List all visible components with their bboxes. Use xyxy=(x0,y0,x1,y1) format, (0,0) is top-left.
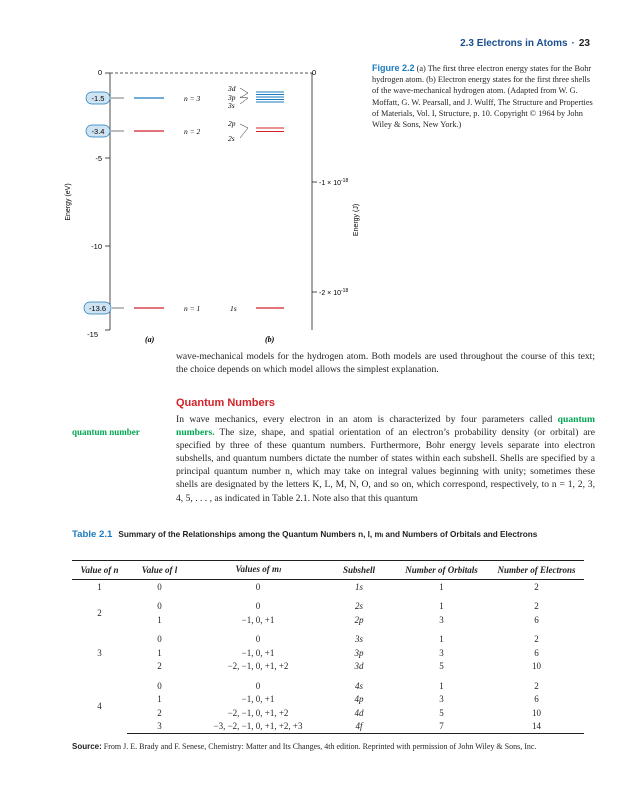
header-separator: · xyxy=(571,38,575,49)
cell-subshell: 4f xyxy=(324,720,394,734)
table-row xyxy=(72,706,584,720)
level-label-minus1.5: -1.5 xyxy=(91,94,105,103)
cell-value-l: 2 xyxy=(157,707,162,718)
cell-subshell: 3p xyxy=(354,647,364,658)
left-axis-label: Energy (eV) xyxy=(65,183,72,221)
header-values-ml: Values of mₗ xyxy=(192,561,324,580)
table-row xyxy=(72,613,584,627)
page-number: 23 xyxy=(578,38,590,49)
cell-number-electrons: 6 xyxy=(534,694,539,705)
cell-value-l: 1 xyxy=(157,647,162,658)
cell-number-electrons: 2 xyxy=(534,601,539,612)
subshell-label-1s: 1s xyxy=(230,304,237,313)
left-tick-label-minus10: -10 xyxy=(91,242,102,251)
cell-number-electrons: 2 xyxy=(534,680,539,691)
table-title xyxy=(72,529,568,540)
connector-3d xyxy=(240,88,248,98)
level-label-minus3.4: -3.4 xyxy=(91,127,105,136)
cell-value-l: 1 xyxy=(157,614,162,625)
cell-subshell: 4s xyxy=(354,680,363,691)
cell-subshell: 2s xyxy=(354,601,363,612)
right-tick-2-exp: -18 xyxy=(341,288,349,294)
section-heading: Quantum Numbers xyxy=(176,397,276,409)
table-number: Table 2.1 xyxy=(72,529,113,540)
cell-value-l: 0 xyxy=(157,601,162,612)
cell-value-l: 1 xyxy=(157,694,162,705)
n-label-1: n = 1 xyxy=(184,304,201,313)
cell-number-electrons: 6 xyxy=(534,647,539,658)
table-row xyxy=(72,693,584,707)
right-axis-label: Energy (J) xyxy=(353,203,360,237)
cell-subshell: 3s xyxy=(354,634,363,645)
cell-value-l: 0 xyxy=(157,634,162,645)
header-value-n: Value of n xyxy=(72,561,127,580)
cell-number-orbitals: 3 xyxy=(439,694,444,705)
figure-caption-text: (a) The first three electron energy states for the Bohr hydrogen atom. (b) Electron energy states for the first three shells of the wave-mechanical hydrogen atom. (Adapted from W. G. Moffatt, G. W. Pearsall, and J. Wulff, The Structure and Properties of Materials, Vol. I, Structure, p. 10. Copyright © 1964 by John Wiley & Sons, New York.) xyxy=(372,64,593,130)
header-number-orbitals: Number of Orbitals xyxy=(394,561,489,580)
cell-values-ml: −2, −1, 0, +1, +2 xyxy=(227,707,289,718)
right-tick-label-0: 0 xyxy=(312,68,317,77)
header-subshell: Subshell xyxy=(324,561,394,580)
figure-caption xyxy=(372,63,594,130)
cell-value-n: 4 xyxy=(97,701,102,712)
connector-3p-3s xyxy=(240,97,248,104)
table-row xyxy=(72,679,584,693)
left-tick-label-0: 0 xyxy=(97,68,102,77)
cell-value-l: 0 xyxy=(157,680,162,691)
table-row xyxy=(72,660,584,674)
cell-number-electrons: 6 xyxy=(534,614,539,625)
cell-number-electrons: 2 xyxy=(534,581,539,592)
cell-number-electrons: 2 xyxy=(534,634,539,645)
table-body xyxy=(72,580,584,734)
table-row xyxy=(72,633,584,647)
cell-value-n: 1 xyxy=(97,581,102,592)
cell-values-ml: −2, −1, 0, +1, +2 xyxy=(227,661,289,672)
cell-number-orbitals: 1 xyxy=(439,581,444,592)
cell-values-ml: −1, 0, +1 xyxy=(241,614,275,625)
cell-subshell: 1s xyxy=(354,581,363,592)
subshell-label-3d: 3d xyxy=(228,84,236,93)
subshell-label-2p: 2p xyxy=(228,119,236,128)
section-title: 2.3 Electrons in Atoms xyxy=(460,38,568,49)
left-tick-label-minus15: -15 xyxy=(87,330,98,339)
cell-value-n: 3 xyxy=(97,647,102,658)
source-label: Source: xyxy=(72,742,102,751)
running-header xyxy=(460,38,590,49)
energy-level-diagram xyxy=(60,60,370,360)
header-number-electrons: Number of Electrons xyxy=(489,561,584,580)
subshell-label-3s: 3s xyxy=(228,101,235,110)
table-row xyxy=(72,646,584,660)
cell-values-ml: 0 xyxy=(255,601,261,612)
cell-number-electrons: 14 xyxy=(489,720,584,734)
quantum-numbers-table xyxy=(72,560,584,734)
cell-value-l: 3 xyxy=(127,720,192,734)
cell-value-l: 0 xyxy=(157,581,162,592)
right-tick-1-base: -1 × 10 xyxy=(319,180,341,187)
cell-number-orbitals: 1 xyxy=(439,634,444,645)
cell-subshell: 3d xyxy=(354,661,364,672)
cell-subshell: 4d xyxy=(354,707,364,718)
cell-subshell: 4p xyxy=(354,694,364,705)
cell-values-ml: −1, 0, +1 xyxy=(241,694,275,705)
cell-number-electrons: 10 xyxy=(532,661,541,672)
figure-caption-label: Figure 2.2 xyxy=(372,63,415,73)
connector-2p-2s xyxy=(240,124,248,138)
cell-number-electrons: 10 xyxy=(532,707,541,718)
right-tick-1-exp: -18 xyxy=(341,178,349,184)
cell-values-ml: −1, 0, +1 xyxy=(241,647,275,658)
cell-number-orbitals: 5 xyxy=(439,661,444,672)
table-row xyxy=(72,580,584,594)
right-tick-label-2 xyxy=(319,288,348,297)
table-row xyxy=(72,720,584,734)
cell-value-n: 2 xyxy=(97,608,102,618)
header-value-l: Value of l xyxy=(127,561,192,580)
panel-label-b: (b) xyxy=(265,335,275,344)
margin-glossary-note: quantum number xyxy=(72,427,140,437)
table-row xyxy=(72,600,584,614)
subshell-label-3p: 3p xyxy=(228,93,236,102)
cell-number-orbitals: 7 xyxy=(394,720,489,734)
subshell-label-2s: 2s xyxy=(228,134,235,143)
table-header-row xyxy=(72,561,584,580)
cell-values-ml: −3, −2, −1, 0, +1, +2, +3 xyxy=(192,720,324,734)
cell-value-l: 2 xyxy=(157,661,162,672)
paragraph-quantum-numbers xyxy=(176,413,595,505)
cell-subshell: 2p xyxy=(354,614,364,625)
cell-number-orbitals: 3 xyxy=(439,647,444,658)
cell-number-orbitals: 1 xyxy=(439,680,444,691)
table-source-note xyxy=(72,742,584,753)
table-title-text: Summary of the Relationships among the Quantum Numbers n, l, mₗ and Numbers of Orbitals and Electrons xyxy=(118,530,538,539)
n-label-2: n = 2 xyxy=(184,127,201,136)
cell-number-orbitals: 3 xyxy=(439,614,444,625)
cell-values-ml: 0 xyxy=(255,680,261,691)
glossary-term: quantum numbers. xyxy=(176,414,595,439)
paragraph2-before: In wave mechanics, every electron in an atom is characterized by four parameters called xyxy=(176,414,558,425)
right-tick-2-base: -2 × 10 xyxy=(319,290,341,297)
cell-number-orbitals: 1 xyxy=(439,601,444,612)
paragraph2-after: The size, shape, and spatial orientation of an electron’s probability density (or orbital) are specified by three of these quantum numbers. Furthermore, Bohr energy levels separate into electron subshells, and quantum numbers dictate the number of states within each subshell. Shells are specified by a principal quantum number n, which may take on integral values beginning with unity; sometimes these shells are designated by the letters K, L, M, N, O, and so on, which correspond, respectively, to n = 1, 2, 3, 4, 5, . . . , as indicated in Table 2.1. Note also that this quantum xyxy=(176,427,595,504)
paragraph-models: wave-mechanical models for the hydrogen atom. Both models are used throughout the course of this text; the choice depends on which model allows the simplest explanation. xyxy=(176,351,595,376)
right-tick-label-1 xyxy=(319,178,348,187)
left-tick-label-minus5: -5 xyxy=(95,154,102,163)
cell-number-orbitals: 5 xyxy=(439,707,444,718)
cell-values-ml: 0 xyxy=(255,634,261,645)
n-label-3: n = 3 xyxy=(184,94,201,103)
panel-label-a: (a) xyxy=(145,335,155,344)
cell-values-ml: 0 xyxy=(255,581,261,592)
level-label-minus13.6: -13.6 xyxy=(88,304,107,313)
source-text: From J. E. Brady and F. Senese, Chemistry: Matter and Its Changes, 4th edition. Reprinted with permission of John Wiley & Sons, Inc. xyxy=(103,742,537,751)
